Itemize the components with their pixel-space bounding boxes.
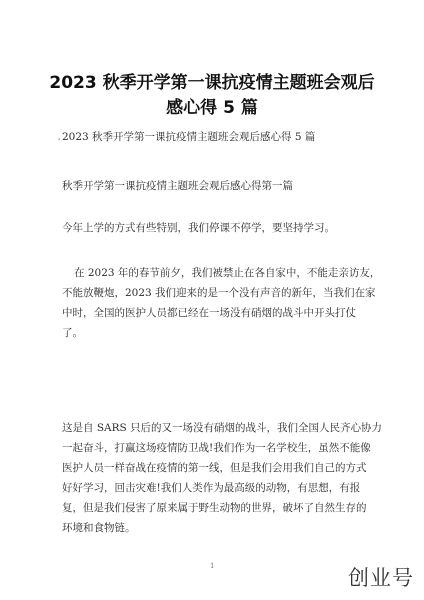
paragraph-3 (62, 418, 383, 538)
paragraph-3-line: 医护人员一样奋战在疫情的第一线，但是我们会用我们自己的方式 (62, 462, 367, 474)
page-number: 1 (210, 562, 215, 570)
paragraph-2-line: 中时，全国的医护人员都已经在一场没有硝烟的战斗中开头打仗 (62, 307, 356, 319)
document-subtitle: 2023 秋季开学第一课抗疫情主题班会观后感心得 5 篇 (62, 131, 316, 143)
paragraph-2-line: 了。 (62, 327, 83, 339)
paragraph-3-line: 一起奋斗，打赢这场疫情防卫战!我们作为一名学校生，虽然不能像 (62, 442, 371, 454)
paragraph-3-line: 复，但是我们侵害了原来属于野生动物的世界，破坏了自然生存的 (62, 502, 367, 514)
paragraph-3-line: 环境和食物链。 (62, 522, 136, 534)
paragraph-3-line: 这是自 SARS 只后的又一场没有硝烟的战斗，我们全国人民齐心协力 (62, 422, 383, 434)
watermark-logo: 创业号 (348, 566, 414, 590)
document-title-line1: 2023 秋季开学第一课抗疫情主题班会观后 (49, 73, 375, 93)
paragraph-1: 今年上学的方式有些特别，我们停课不停学，要坚持学习。 (62, 222, 335, 234)
paragraph-3-line: 好好学习，回击灾难!我们人类作为最高级的动物，有思想，有报 (62, 482, 361, 494)
paragraph-2 (62, 263, 381, 343)
document-title-line2: 感心得 5 篇 (166, 98, 258, 118)
section-heading: 秋季开学第一课抗疫情主题班会观后感心得第一篇 (62, 180, 293, 192)
paragraph-2-line: 不能放鞭炮，2023 我们迎来的是一个没有声音的新年，当我们在家 (62, 287, 376, 299)
margin-tick-mark: ' (58, 137, 61, 146)
paragraph-2-line: 在 2023 年的春节前夕，我们被禁止在各自家中，不能走亲访友， (74, 267, 381, 279)
